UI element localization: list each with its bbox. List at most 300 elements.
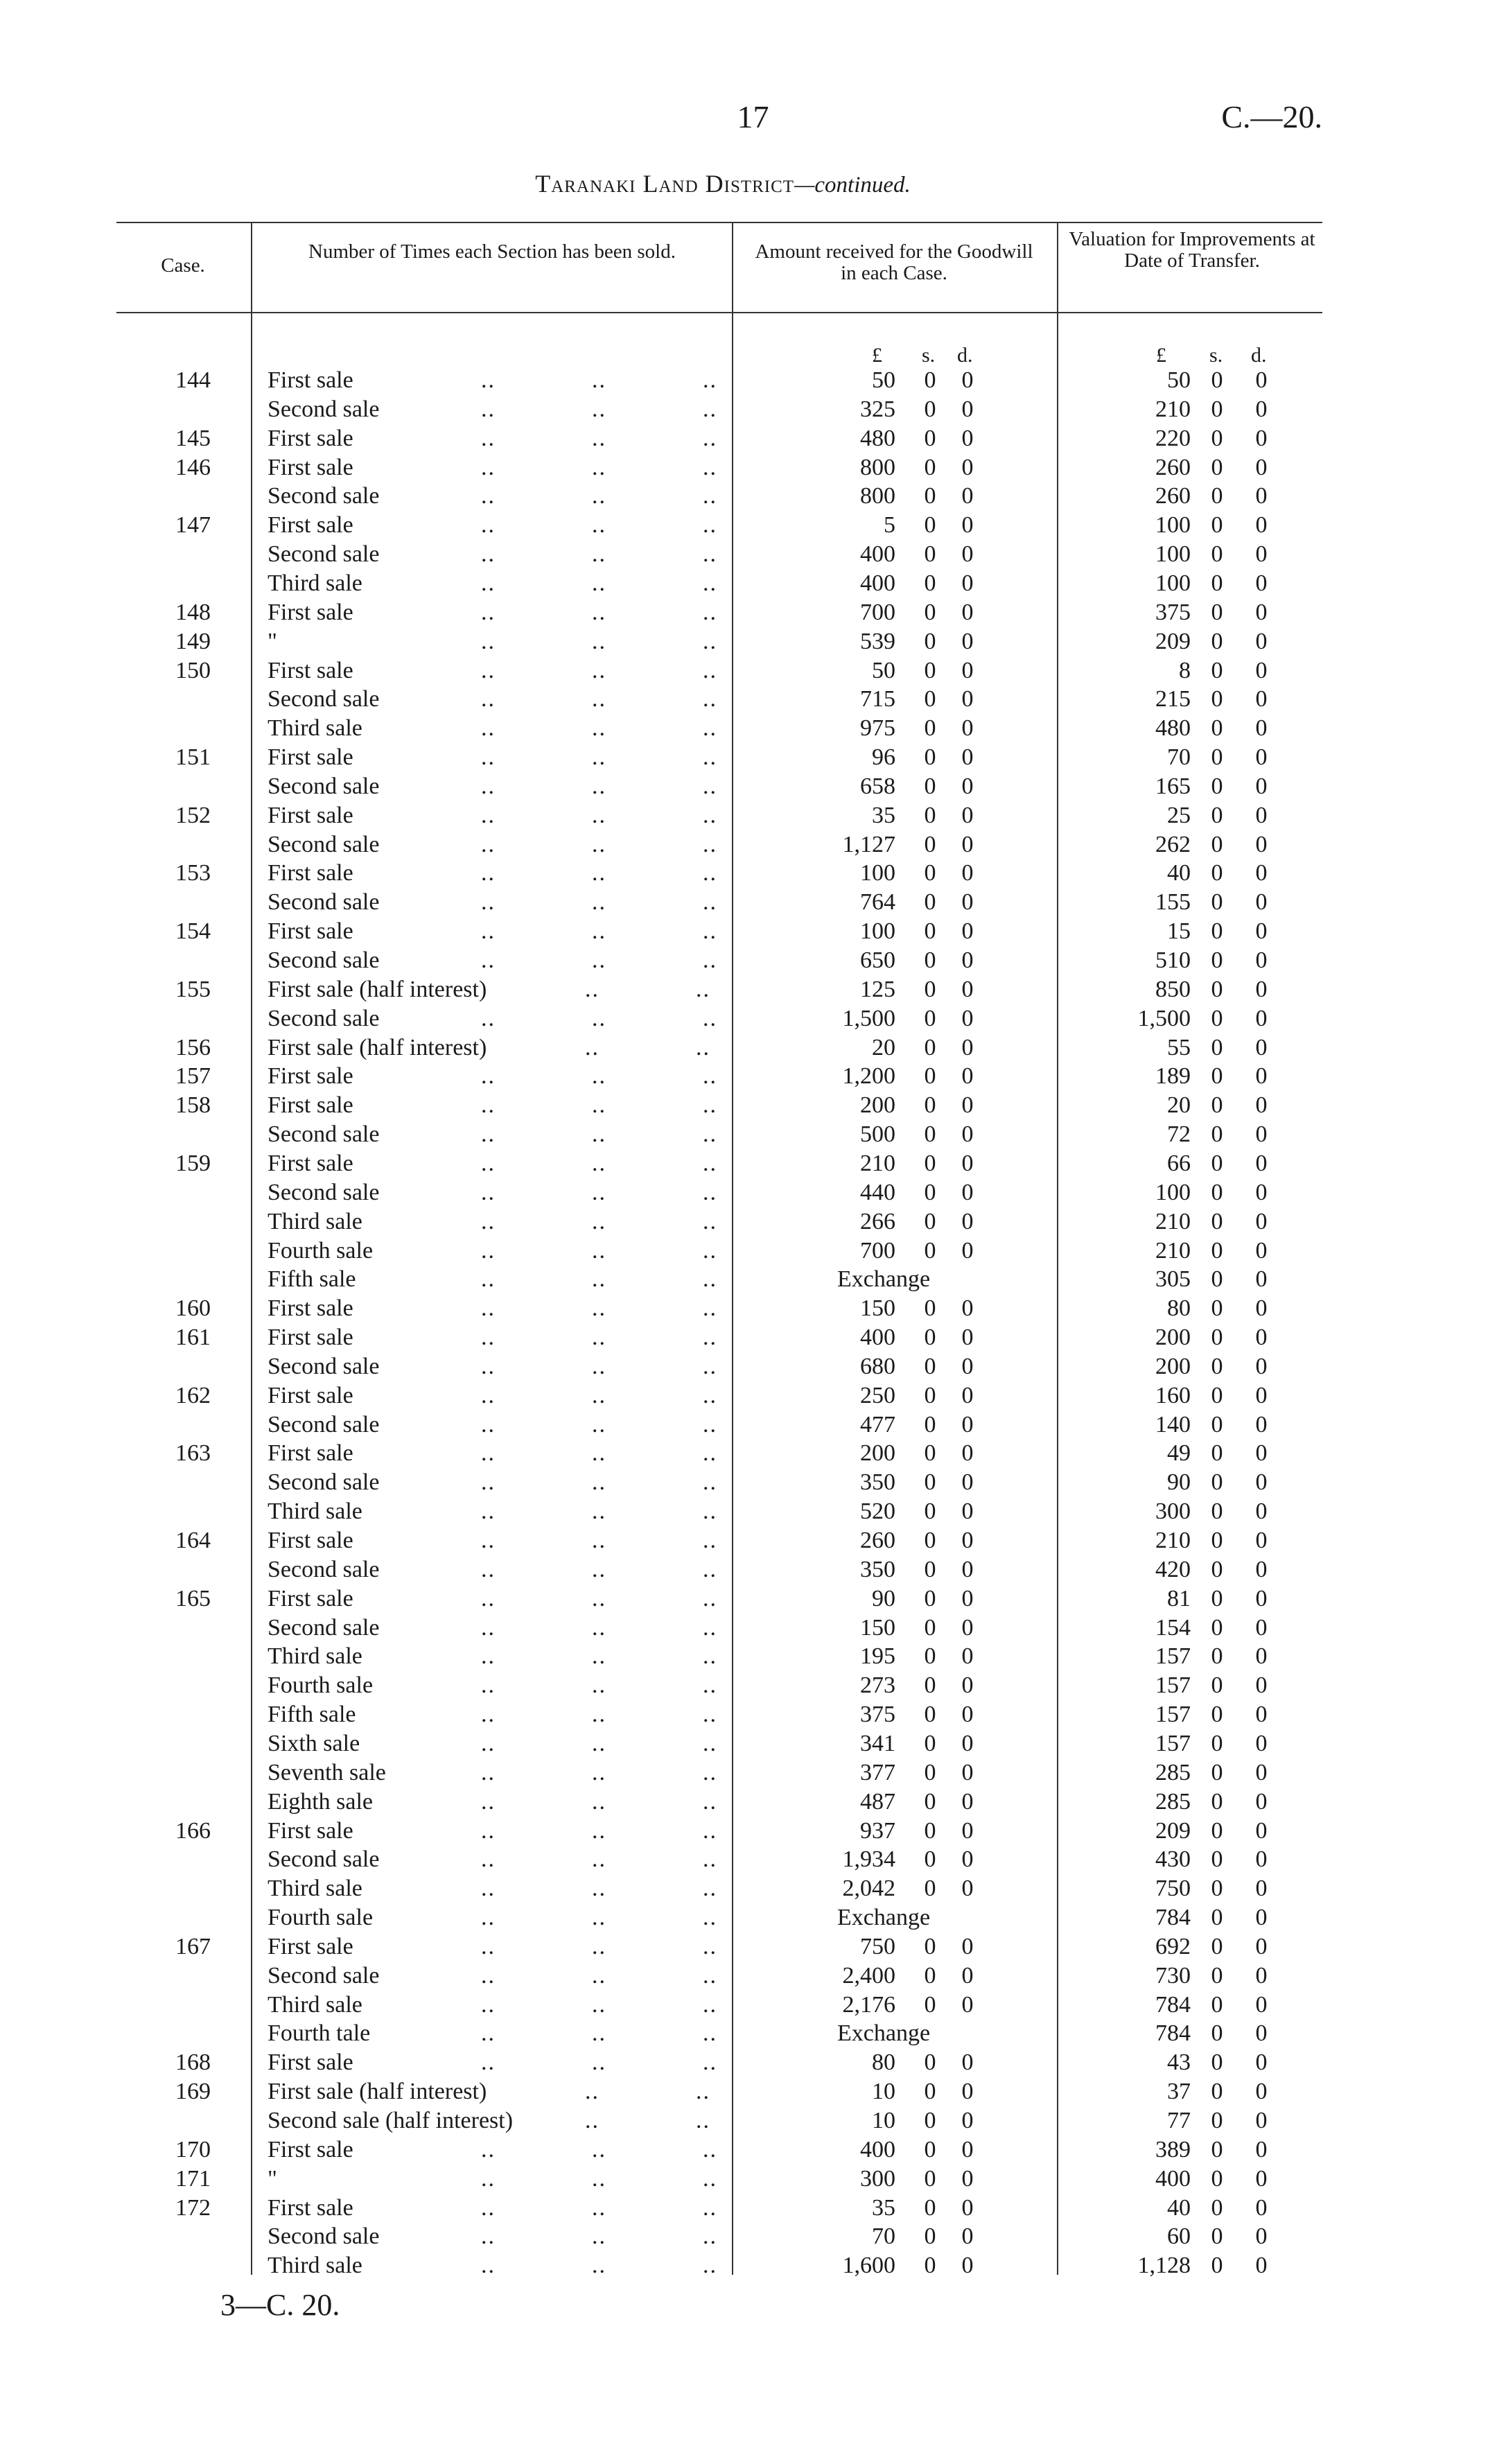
goodwill-shillings: 0	[924, 541, 936, 568]
goodwill-pence: 0	[961, 1585, 974, 1611]
goodwill-pence: 0	[961, 2194, 974, 2221]
table-row	[0, 1874, 1506, 1903]
valuation-shillings: 0	[1211, 1237, 1223, 1264]
sale-description: First sale	[268, 657, 353, 683]
goodwill-pounds: 96	[872, 744, 895, 771]
leader-dots: .. .. ..	[481, 831, 717, 857]
goodwill-pounds: 539	[860, 628, 895, 654]
leader-dots: .. .. ..	[481, 1788, 717, 1815]
leader-dots: .. .. ..	[481, 1266, 717, 1293]
table-row	[0, 1729, 1506, 1758]
valuation-shillings: 0	[1211, 1614, 1223, 1641]
valuation-pounds: 210	[1155, 1528, 1191, 1553]
case-number: 170	[175, 2136, 211, 2162]
goodwill-pence: 0	[961, 425, 974, 451]
valuation-pounds: 40	[1167, 2194, 1191, 2221]
sale-description: Second sale	[268, 831, 380, 857]
valuation-pounds: 262	[1155, 831, 1191, 857]
valuation-pounds: 730	[1155, 1962, 1191, 1989]
leader-dots: .. .. ..	[481, 2194, 717, 2221]
sale-description: First sale	[268, 1817, 353, 1844]
goodwill-pounds: 250	[860, 1382, 895, 1408]
valuation-shillings: 0	[1211, 1295, 1223, 1322]
sale-description: First sale	[268, 1440, 353, 1467]
goodwill-pounds: 266	[860, 1208, 895, 1234]
goodwill-pounds: 800	[860, 454, 895, 480]
leader-dots: .. .. ..	[481, 744, 717, 771]
case-number: 146	[175, 454, 211, 480]
case-number: 148	[175, 599, 211, 625]
sale-description: First sale	[268, 1382, 353, 1408]
goodwill-shillings: 0	[924, 2050, 936, 2076]
sale-description: First sale (half interest)	[268, 1034, 487, 1060]
sale-description: Third sale	[268, 570, 362, 596]
leader-dots: .. .. ..	[481, 1325, 717, 1351]
sale-description: Second sale	[268, 1614, 380, 1641]
valuation-pounds: 200	[1155, 1353, 1191, 1379]
leader-dots: .. ..	[585, 2108, 710, 2133]
valuation-pounds: 15	[1167, 918, 1191, 945]
valuation-pounds: 692	[1155, 1933, 1191, 1959]
sale-description: First sale	[268, 1092, 353, 1119]
table-row	[0, 453, 1506, 482]
valuation-shillings: 0	[1211, 1208, 1223, 1234]
goodwill-pounds: 300	[860, 2165, 895, 2192]
goodwill-shillings: 0	[924, 1092, 936, 1119]
goodwill-pence: 0	[961, 1034, 974, 1060]
sale-description: Second sale	[268, 1121, 380, 1148]
valuation-shillings: 0	[1211, 2165, 1223, 2192]
table-row	[0, 511, 1506, 540]
goodwill-shillings: 0	[924, 2108, 936, 2133]
valuation-pounds: 784	[1155, 1905, 1191, 1931]
sale-description: Third sale	[268, 1991, 362, 2018]
goodwill-pounds: 350	[860, 1469, 895, 1496]
leader-dots: .. .. ..	[481, 1411, 717, 1438]
table-row	[0, 2222, 1506, 2251]
goodwill-pence: 0	[961, 1150, 974, 1176]
table-row	[0, 1991, 1506, 2020]
sale-description: Second sale	[268, 2223, 380, 2250]
valuation-shillings: 0	[1211, 1846, 1223, 1873]
valuation-pence: 0	[1255, 1150, 1268, 1176]
goodwill-pounds: 260	[860, 1528, 895, 1553]
table-row	[0, 772, 1506, 801]
header-case: Case.	[161, 254, 205, 277]
case-number: 155	[175, 976, 211, 1002]
valuation-pence: 0	[1255, 1005, 1268, 1031]
sale-description: First sale	[268, 512, 353, 539]
table-row	[0, 1091, 1506, 1120]
goodwill-pence: 0	[961, 1179, 974, 1205]
leader-dots: .. .. ..	[481, 1933, 717, 1959]
valuation-pounds: 389	[1155, 2136, 1191, 2162]
goodwill-pounds: 200	[860, 1092, 895, 1119]
valuation-shillings: 0	[1211, 1759, 1223, 1785]
valuation-pence: 0	[1255, 1991, 1268, 2018]
goodwill-pence: 0	[961, 1991, 974, 2018]
case-number: 154	[175, 918, 211, 945]
valuation-shillings: 0	[1211, 1817, 1223, 1844]
table-row	[0, 2077, 1506, 2106]
table-row	[0, 2048, 1506, 2077]
goodwill-pence: 0	[961, 1382, 974, 1408]
goodwill-shillings: 0	[924, 860, 936, 886]
goodwill-shillings: 0	[924, 947, 936, 973]
leader-dots: .. .. ..	[481, 773, 717, 799]
valuation-pence: 0	[1255, 1672, 1268, 1699]
valuation-pounds: 100	[1155, 570, 1191, 596]
valuation-shillings: 0	[1211, 657, 1223, 683]
goodwill-pence: 0	[961, 802, 974, 828]
valuation-shillings: 0	[1211, 628, 1223, 654]
valuation-shillings: 0	[1211, 396, 1223, 422]
valuation-pence: 0	[1255, 1499, 1268, 1525]
goodwill-pence: 0	[961, 1614, 974, 1641]
valuation-pence: 0	[1255, 1237, 1268, 1264]
leader-dots: .. .. ..	[481, 1063, 717, 1090]
goodwill-shillings: 0	[924, 454, 936, 480]
sale-description: Eighth sale	[268, 1788, 374, 1815]
goodwill-pounds: 658	[860, 773, 895, 799]
valuation-shillings: 0	[1211, 773, 1223, 799]
valuation-pence: 0	[1255, 367, 1268, 393]
title-text: Taranaki Land District	[535, 170, 795, 198]
valuation-shillings: 0	[1211, 1643, 1223, 1670]
table-row	[0, 1062, 1506, 1091]
leader-dots: .. .. ..	[481, 1846, 717, 1873]
valuation-pounds: 210	[1155, 396, 1191, 422]
goodwill-pence: 0	[961, 831, 974, 857]
goodwill-pounds: 487	[860, 1788, 895, 1815]
sale-description: First sale	[268, 802, 353, 828]
valuation-pence: 0	[1255, 1063, 1268, 1090]
leader-dots: .. .. ..	[481, 947, 717, 973]
goodwill-shillings: 0	[924, 1353, 936, 1379]
table-row	[0, 1526, 1506, 1555]
goodwill-pounds: 350	[860, 1556, 895, 1582]
goodwill-pence: 0	[961, 1295, 974, 1322]
valuation-shillings: 0	[1211, 1876, 1223, 1902]
leader-dots: .. .. ..	[481, 599, 717, 625]
goodwill-pence: 0	[961, 1962, 974, 1989]
leader-dots: .. .. ..	[481, 2020, 717, 2047]
goodwill-shillings: 0	[924, 2223, 936, 2250]
valuation-pounds: 72	[1167, 1121, 1191, 1148]
table-row	[0, 656, 1506, 685]
leader-dots: .. .. ..	[481, 1499, 717, 1525]
case-number: 157	[175, 1063, 211, 1090]
valuation-pounds: 66	[1167, 1150, 1191, 1176]
valuation-pence: 0	[1255, 454, 1268, 480]
case-number: 153	[175, 860, 211, 886]
valuation-pence: 0	[1255, 1179, 1268, 1205]
valuation-shillings: 0	[1211, 889, 1223, 916]
valuation-pence: 0	[1255, 1643, 1268, 1670]
table-row	[0, 888, 1506, 917]
valuation-pence: 0	[1255, 2223, 1268, 2250]
leader-dots: .. .. ..	[481, 1528, 717, 1553]
valuation-pounds: 215	[1155, 686, 1191, 713]
goodwill-shillings: 0	[924, 1005, 936, 1031]
goodwill-shillings: 0	[924, 1179, 936, 1205]
valuation-pence: 0	[1255, 1614, 1268, 1641]
goodwill-pounds: 400	[860, 570, 895, 596]
leader-dots: .. .. ..	[481, 1672, 717, 1699]
table-row	[0, 1497, 1506, 1526]
table-row	[0, 424, 1506, 453]
goodwill-pence: 0	[961, 1846, 974, 1873]
goodwill-pence: 0	[961, 686, 974, 713]
valuation-pounds: 210	[1155, 1237, 1191, 1264]
goodwill-pounds: 520	[860, 1499, 895, 1525]
goodwill-pounds: 150	[860, 1295, 895, 1322]
sale-description: Fifth sale	[268, 1266, 356, 1293]
sale-description: First sale (half interest)	[268, 976, 487, 1002]
valuation-pounds: 209	[1155, 628, 1191, 654]
sale-description: First sale	[268, 425, 353, 451]
valuation-pence: 0	[1255, 773, 1268, 799]
goodwill-pounds: 35	[872, 802, 895, 828]
leader-dots: .. ..	[585, 976, 710, 1002]
goodwill-shillings: 0	[924, 1730, 936, 1756]
case-number: 161	[175, 1325, 211, 1351]
sale-description: Second sale	[268, 1179, 380, 1205]
table-row	[0, 569, 1506, 598]
table-row	[0, 1004, 1506, 1033]
title-suffix: —continued.	[794, 173, 911, 198]
leader-dots: .. .. ..	[481, 2253, 717, 2279]
leader-dots: .. .. ..	[481, 1730, 717, 1756]
goodwill-pence: 0	[961, 396, 974, 422]
sale-description: Second sale	[268, 396, 380, 422]
goodwill-pounds: 400	[860, 541, 895, 568]
sale-description: Fourth sale	[268, 1237, 374, 1264]
goodwill-pence: 0	[961, 1730, 974, 1756]
sale-description: First sale	[268, 1295, 353, 1322]
header-times-sold: Number of Times each Section has been sold.	[308, 241, 676, 263]
case-number: 149	[175, 628, 211, 654]
table-row	[0, 830, 1506, 859]
valuation-shillings: 0	[1211, 1962, 1223, 1989]
goodwill-shillings: 0	[924, 1876, 936, 1902]
valuation-pounds: 157	[1155, 1643, 1191, 1670]
valuation-pence: 0	[1255, 1556, 1268, 1582]
valuation-pence: 0	[1255, 831, 1268, 857]
valuation-shillings: 0	[1211, 1585, 1223, 1611]
leader-dots: .. .. ..	[481, 628, 717, 654]
valuation-shillings: 0	[1211, 454, 1223, 480]
valuation-pounds: 157	[1155, 1730, 1191, 1756]
sale-description: Second sale	[268, 1005, 380, 1031]
sale-description: First sale	[268, 1150, 353, 1176]
goodwill-pounds: 195	[860, 1643, 895, 1670]
valuation-pounds: 81	[1167, 1585, 1191, 1611]
table-row	[0, 917, 1506, 946]
valuation-pence: 0	[1255, 1846, 1268, 1873]
goodwill-shillings: 0	[924, 1643, 936, 1670]
goodwill-pounds: 937	[860, 1817, 895, 1844]
goodwill-shillings: 0	[924, 1788, 936, 1815]
valuation-shillings: 0	[1211, 2020, 1223, 2047]
goodwill-pence: 0	[961, 976, 974, 1002]
valuation-shillings: 0	[1211, 802, 1223, 828]
sale-description: First sale	[268, 860, 353, 886]
leader-dots: .. .. ..	[481, 541, 717, 568]
goodwill-shillings: 0	[924, 425, 936, 451]
goodwill-pounds: 210	[860, 1150, 895, 1176]
goodwill-shillings: 0	[924, 918, 936, 945]
case-number: 144	[175, 367, 211, 393]
sale-description: First sale	[268, 918, 353, 945]
goodwill-shillings: 0	[924, 889, 936, 916]
valuation-shillings: 0	[1211, 1179, 1223, 1205]
leader-dots: .. .. ..	[481, 2050, 717, 2076]
goodwill-shillings: 0	[924, 1962, 936, 1989]
goodwill-shillings: 0	[924, 1150, 936, 1176]
goodwill-pounds: 800	[860, 483, 895, 509]
valuation-pence: 0	[1255, 2079, 1268, 2105]
goodwill-pounds: 273	[860, 1672, 895, 1699]
valuation-pounds: 100	[1155, 1179, 1191, 1205]
header-valuation: Valuation for Improvements at Date of Transfer.	[1069, 228, 1315, 272]
leader-dots: .. .. ..	[481, 483, 717, 509]
goodwill-pounds: 477	[860, 1411, 895, 1438]
valuation-pence: 0	[1255, 1876, 1268, 1902]
table-row	[0, 1700, 1506, 1729]
valuation-pounds: 200	[1155, 1325, 1191, 1351]
table-row	[0, 946, 1506, 975]
goodwill-pence: 0	[961, 918, 974, 945]
goodwill-shillings: 0	[924, 1759, 936, 1785]
valuation-pounds: 220	[1155, 425, 1191, 451]
sale-description: First sale	[268, 1933, 353, 1959]
case-number: 165	[175, 1585, 211, 1611]
table-row	[0, 2106, 1506, 2135]
footer-signature: 3—C. 20.	[220, 2288, 340, 2322]
goodwill-pence: 0	[961, 1499, 974, 1525]
leader-dots: .. .. ..	[481, 918, 717, 945]
valuation-pounds: 285	[1155, 1759, 1191, 1785]
table-row	[0, 1149, 1506, 1178]
valuation-pounds: 160	[1155, 1382, 1191, 1408]
case-number: 163	[175, 1440, 211, 1467]
valuation-pounds: 300	[1155, 1499, 1191, 1525]
table-row	[0, 1788, 1506, 1817]
goodwill-pounds: 70	[872, 2223, 895, 2250]
valuation-pounds: 420	[1155, 1556, 1191, 1582]
goodwill-pounds: 750	[860, 1933, 895, 1959]
goodwill-pounds: 700	[860, 1237, 895, 1264]
valuation-pounds: 157	[1155, 1702, 1191, 1728]
goodwill-pence: 0	[961, 1672, 974, 1699]
table-row	[0, 2019, 1506, 2048]
sale-description: Third sale	[268, 1499, 362, 1525]
leader-dots: .. .. ..	[481, 1005, 717, 1031]
leader-dots: .. .. ..	[481, 454, 717, 480]
goodwill-pence: 0	[961, 1092, 974, 1119]
valuation-pounds: 100	[1155, 541, 1191, 568]
valuation-pounds: 165	[1155, 773, 1191, 799]
goodwill-pounds: 764	[860, 889, 895, 916]
valuation-pence: 0	[1255, 1730, 1268, 1756]
goodwill-pence: 0	[961, 744, 974, 771]
goodwill-pence: 0	[961, 860, 974, 886]
case-number: 152	[175, 802, 211, 828]
valuation-shillings: 0	[1211, 1092, 1223, 1119]
valuation-pound-label: £	[1156, 344, 1166, 367]
valuation-pence: 0	[1255, 1208, 1268, 1234]
goodwill-shillings: 0	[924, 1411, 936, 1438]
valuation-shillings: 0	[1211, 1991, 1223, 2018]
valuation-shillings: 0	[1211, 1063, 1223, 1090]
leader-dots: .. .. ..	[481, 425, 717, 451]
goodwill-shillings: 0	[924, 1585, 936, 1611]
goodwill-pence: 0	[961, 570, 974, 596]
goodwill-pounds: 480	[860, 425, 895, 451]
goodwill-pounds: 10	[872, 2108, 895, 2133]
table-row	[0, 1033, 1506, 1063]
header-bottom-rule	[116, 312, 1322, 313]
valuation-pounds: 210	[1155, 1208, 1191, 1234]
valuation-shillings: 0	[1211, 715, 1223, 742]
goodwill-pounds: 50	[872, 367, 895, 393]
goodwill-shillings: 0	[924, 512, 936, 539]
goodwill-pounds: 700	[860, 599, 895, 625]
valuation-pence: 0	[1255, 2165, 1268, 2192]
table-row	[0, 540, 1506, 569]
valuation-pence: 0	[1255, 1266, 1268, 1293]
goodwill-pounds: 2,400	[842, 1962, 895, 1989]
goodwill-pounds: 1,500	[842, 1005, 895, 1031]
valuation-shillings: 0	[1211, 744, 1223, 771]
valuation-pence: 0	[1255, 1817, 1268, 1844]
goodwill-pence: 0	[961, 2165, 974, 2192]
goodwill-pence: 0	[961, 2050, 974, 2076]
valuation-shillings: 0	[1211, 1382, 1223, 1408]
valuation-shillings: 0	[1211, 425, 1223, 451]
valuation-pounds: 305	[1155, 1266, 1191, 1293]
table-row	[0, 395, 1506, 424]
goodwill-shillings: 0	[924, 831, 936, 857]
leader-dots: .. .. ..	[481, 715, 717, 742]
goodwill-shillings: 0	[924, 773, 936, 799]
table-row	[0, 627, 1506, 656]
leader-dots: .. .. ..	[481, 367, 717, 393]
valuation-shilling-label: s.	[1209, 344, 1223, 367]
case-number: 145	[175, 425, 211, 451]
valuation-pence: 0	[1255, 1905, 1268, 1931]
table-row	[0, 714, 1506, 743]
goodwill-shillings: 0	[924, 628, 936, 654]
valuation-shillings: 0	[1211, 570, 1223, 596]
goodwill-pounds: 10	[872, 2079, 895, 2105]
valuation-pounds: 260	[1155, 454, 1191, 480]
valuation-pounds: 100	[1155, 512, 1191, 539]
sale-description: First sale (half interest)	[268, 2079, 487, 2105]
goodwill-shillings: 0	[924, 1034, 936, 1060]
leader-dots: .. .. ..	[481, 802, 717, 828]
sale-description: First sale	[268, 454, 353, 480]
goodwill-shillings: 0	[924, 744, 936, 771]
case-number: 158	[175, 1092, 211, 1119]
goodwill-pence: 0	[961, 1759, 974, 1785]
goodwill-shillings: 0	[924, 1063, 936, 1090]
valuation-shillings: 0	[1211, 2108, 1223, 2133]
goodwill-pence: 0	[961, 1528, 974, 1553]
valuation-pounds: 750	[1155, 1876, 1191, 1902]
goodwill-pounds: 2,176	[842, 1991, 895, 2018]
